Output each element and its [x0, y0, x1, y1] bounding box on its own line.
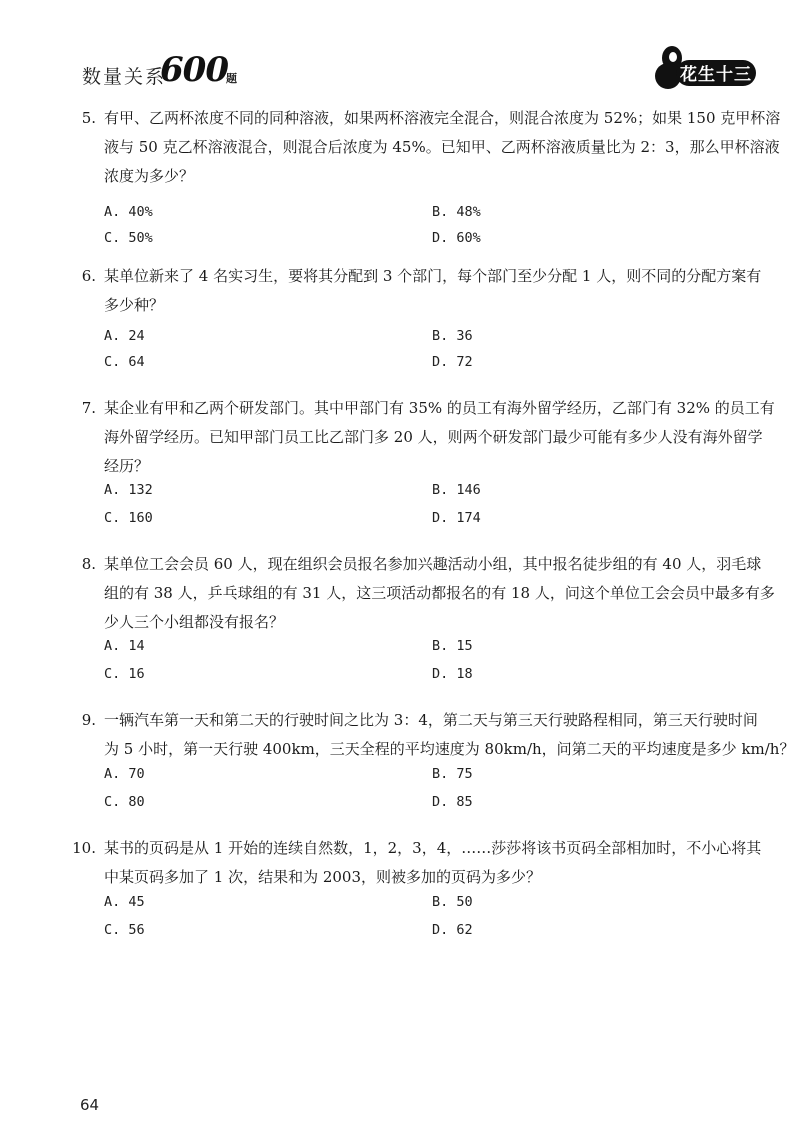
question-text [104, 394, 775, 481]
option-d: D. 60% [432, 230, 481, 246]
book-title: 数量关系 [82, 66, 167, 88]
question-line: 一辆汽车第一天和第二天的行驶时间之比为 3：4，第二天与第三天行驶路程相同，第三天行驶时间 [104, 711, 758, 729]
option-b: B. 50 [432, 894, 473, 910]
option-d: D. 174 [432, 510, 481, 526]
option-b: B. 146 [432, 482, 481, 498]
option-c: C. 50% [104, 230, 153, 246]
option-c: C. 160 [104, 510, 153, 526]
question-number: 5. [81, 109, 96, 127]
question-number: 7. [81, 399, 96, 417]
question-line: 某书的页码是从 1 开始的连续自然数，1，2，3，4，……莎莎将该书页码全部相加时，不小心将其 [104, 839, 762, 857]
option-a: A. 24 [104, 328, 145, 344]
option-b: B. 48% [432, 204, 481, 220]
option-b: B. 36 [432, 328, 473, 344]
question-line: 海外留学经历。已知甲部门员工比乙部门多 20 人，则两个研发部门最少可能有多少人没有海外留学 [104, 428, 763, 446]
question-number: 8. [81, 555, 96, 573]
question-line: 组的有 38 人，乒乓球组的有 31 人，这三项活动都报名的有 18 人，问这个单位工会会员中最多有多 [104, 584, 775, 602]
question-number: 6. [81, 267, 96, 285]
option-d: D. 62 [432, 922, 473, 938]
option-a: A. 70 [104, 766, 145, 782]
option-a: A. 45 [104, 894, 145, 910]
option-b: B. 15 [432, 638, 473, 654]
question-line: 浓度为多少？ [104, 167, 195, 185]
option-c: C. 64 [104, 354, 145, 370]
option-d: D. 85 [432, 794, 473, 810]
question-line: 为 5 小时，第一天行驶 400km，三天全程的平均速度为 80km/h，问第二天的平均速度是多少 km/h？ [104, 740, 795, 758]
question-text [104, 104, 781, 191]
question-number: 9. [81, 711, 96, 729]
question-line: 中某页码多加了 1 次，结果和为 2003，则被多加的页码为多少？ [104, 868, 542, 886]
question-line: 有甲、乙两杯浓度不同的同种溶液，如果两杯溶液完全混合，则混合浓度为 52%；如果 150 克甲杯溶 [104, 109, 781, 127]
page-header [0, 0, 800, 96]
option-c: C. 56 [104, 922, 145, 938]
logo-text: 花生十三 [680, 65, 752, 85]
question-number: 10. [72, 839, 96, 857]
question-line: 液与 50 克乙杯溶液混合，则混合后浓度为 45%。已知甲、乙两杯溶液质量比为 2：3，那么甲杯溶液 [104, 138, 780, 156]
option-c: C. 80 [104, 794, 145, 810]
question-line: 某单位新来了 4 名实习生，要将其分配到 3 个部门，每个部门至少分配 1 人，则不同的分配方案有 [104, 267, 762, 285]
question-line: 某企业有甲和乙两个研发部门。其中甲部门有 35% 的员工有海外留学经历，乙部门有 32% 的员工有 [104, 399, 775, 417]
book-count: 600 [160, 50, 228, 90]
question-line: 少人三个小组都没有报名？ [104, 613, 285, 631]
question-line: 多少种？ [104, 296, 165, 314]
option-b: B. 75 [432, 766, 473, 782]
option-c: C. 16 [104, 666, 145, 682]
page-number: 64 [80, 1096, 100, 1114]
question-line: 经历？ [104, 457, 150, 475]
question-text [104, 706, 795, 764]
option-d: D. 18 [432, 666, 473, 682]
option-a: A. 14 [104, 638, 145, 654]
option-a: A. 132 [104, 482, 153, 498]
question-text [104, 550, 775, 637]
question-text [104, 262, 760, 320]
book-suffix: 题 [226, 72, 237, 85]
question-line: 某单位工会会员 60 人，现在组织会员报名参加兴趣活动小组，其中报名徒步组的有 40 人，羽毛球 [104, 555, 762, 573]
option-d: D. 72 [432, 354, 473, 370]
question-text [104, 834, 760, 892]
option-a: A. 40% [104, 204, 153, 220]
